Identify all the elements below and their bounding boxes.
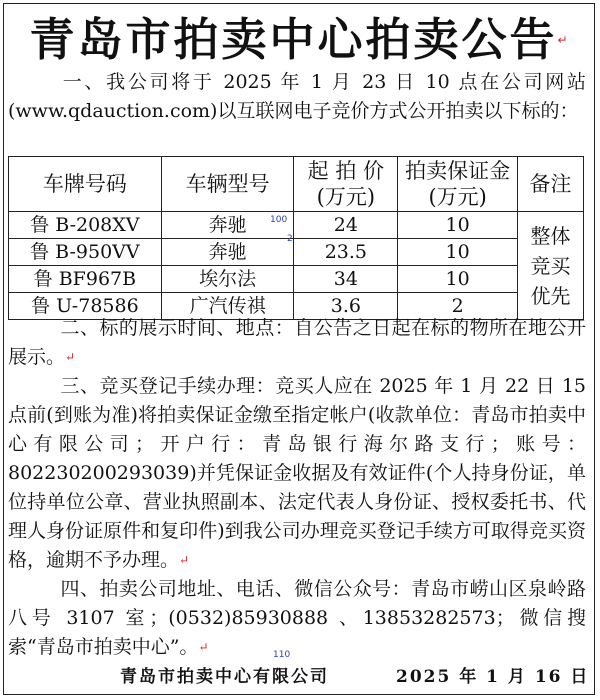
header-remark: 备注	[518, 157, 584, 212]
section-4-text: 四、拍卖公司地址、电话、微信公众号：青岛市崂山区泉岭路八号 3107 室；(0532)85930888 、13853282573；微信搜索“青岛市拍卖中心”。	[8, 578, 586, 658]
deposit-cell: 10	[398, 212, 518, 239]
notice-title	[0, 10, 600, 70]
header-start-price: 起 拍 价(万元)	[294, 157, 398, 212]
start-price-cell: 23.5	[294, 239, 398, 266]
model-cell: 埃尔法	[161, 266, 294, 293]
table-row	[9, 266, 584, 293]
notice-title-text: 青岛市拍卖中心拍卖公告	[29, 13, 558, 66]
section-2-paragraph	[8, 314, 586, 372]
start-price-cell: 24	[294, 212, 398, 239]
header-model: 车辆型号	[161, 157, 294, 212]
start-price-cell: 3.6	[294, 293, 398, 320]
section-3-text: 三、竞买登记手续办理：竞买人应在 2025 年 1 月 22 日 15 点前(到账为准)将拍卖保证金缴至指定帐户(收款单位：青岛市拍卖中心有限公司；开户行：青岛银行海尔路支行；账号：802230200293039)并凭保证金收据及有效证件(个人持身份证，单位持单位公章、营业执照副本、法定代表人身份证、授权委托书、代理人身份证原件和复印件)到我公司办理竞买登记手续方可取得竞买资格，逾期不予办理。	[8, 375, 586, 571]
section-4-paragraph	[8, 575, 586, 662]
stray-mark-a: 100	[270, 215, 288, 225]
table-row	[9, 239, 584, 266]
header-plate: 车牌号码	[9, 157, 162, 212]
paragraph-mark-icon: ↵	[65, 350, 76, 364]
section-3-paragraph	[8, 372, 586, 575]
start-price-cell: 34	[294, 266, 398, 293]
lots-table	[8, 156, 584, 320]
paragraph-mark-icon: ↵	[179, 553, 190, 567]
deposit-cell: 2	[398, 293, 518, 320]
paragraph-mark-icon: ↵	[198, 640, 209, 654]
intro-text: 一、我公司将于 2025 年 1 月 23 日 10 点在公司网站(www.qdauction.com)以互联网电子竞价方式公开拍卖以下标的：	[8, 71, 586, 122]
deposit-cell: 10	[398, 239, 518, 266]
model-cell: 奔驰	[161, 239, 294, 266]
plate-cell: 鲁 B-950VV	[9, 239, 162, 266]
footer-date: 2025 年 1 月 16 日	[396, 667, 590, 687]
intro-paragraph	[8, 68, 586, 126]
paragraph-mark-icon: ↵	[557, 33, 571, 47]
remark-cell	[518, 212, 584, 320]
stray-mark-c: 110	[273, 650, 291, 660]
stray-mark-b: 2	[287, 234, 293, 244]
model-cell: 广汽传祺	[161, 293, 294, 320]
deposit-cell: 10	[398, 266, 518, 293]
table-header-row	[9, 157, 584, 212]
plate-cell: 鲁 BF967B	[9, 266, 162, 293]
section-2-text: 二、标的展示时间、地点：自公告之日起在标的物所在地公开展示。	[8, 317, 586, 368]
footer-org: 青岛市拍卖中心有限公司	[120, 667, 329, 687]
plate-cell: 鲁 U-78586	[9, 293, 162, 320]
remark-text: 整体竞买优先	[530, 223, 571, 308]
plate-cell: 鲁 B-208XV	[9, 212, 162, 239]
model-cell: 奔驰	[161, 212, 294, 239]
table-row	[9, 212, 584, 239]
header-deposit: 拍卖保证金(万元)	[398, 157, 518, 212]
